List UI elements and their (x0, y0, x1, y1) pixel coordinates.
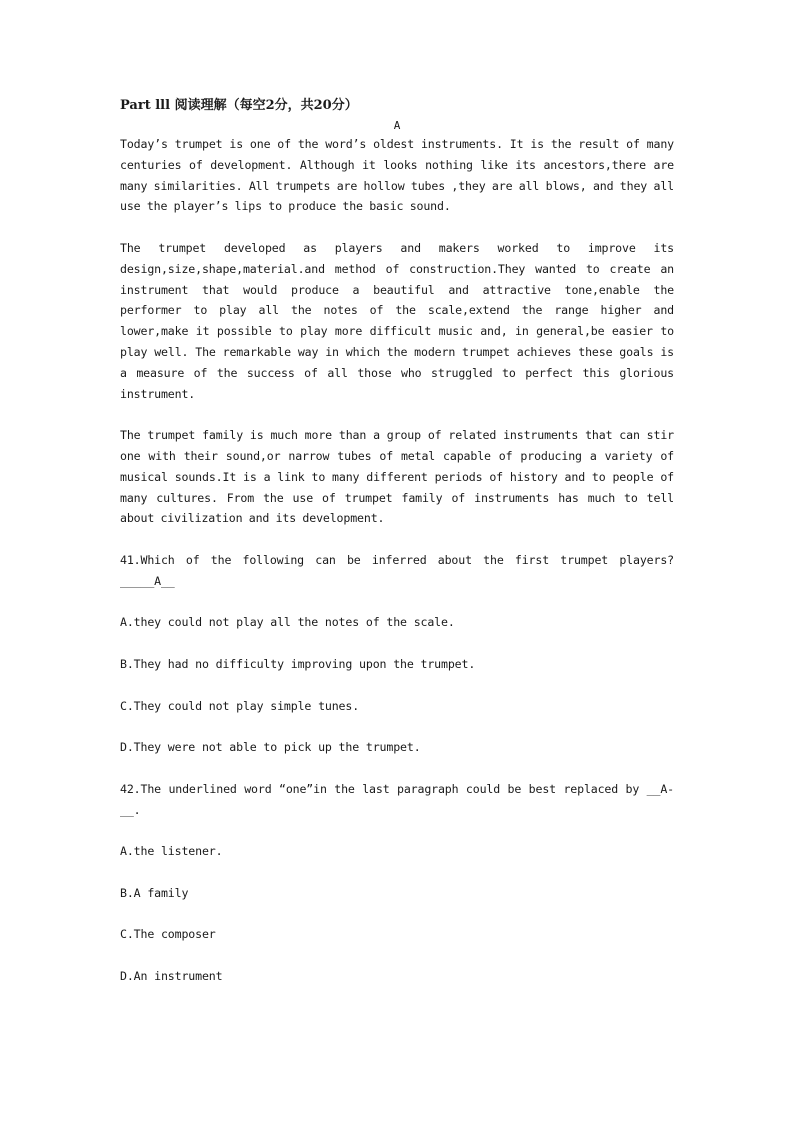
passage-paragraph-2: The trumpet developed as players and makers worked to improve its design,size,shape,material.and method of construction.They wanted to create an instrument that would produce a beautiful and attractive tone,enable the performer to play all the notes of the scale,extend the range higher and lower,make it possible to play more difficult music and, in general,be easier to play well. The remarkable way in which the modern trumpet achieves these goals is a measure of the success of all those who struggled to perfect this glorious instrument. (120, 240, 674, 401)
question-42-option-c: C.The composer (120, 927, 216, 942)
question-41-option-d: D.They were not able to pick up the trumpet. (120, 740, 421, 755)
passage-paragraph-3: The trumpet family is much more than a group of related instruments that can stir one with their sound,or narrow tubes of metal capable of producing a variety of musical sounds.It is a link to many different periods of history and to people of many cultures. From the use of trumpet family of instruments has much to tell about civilization and its development. (120, 428, 674, 526)
passage-paragraph-1: Today’s trumpet is one of the word’s oldest instruments. It is the result of many centuries of development. Although it looks nothing like its ancestors,there are many similarities. All trumpets are hollow tubes ,they are all blows, and they all use the player’s lips to produce the basic sound. (120, 137, 674, 214)
question-41-option-c: C.They could not play simple tunes. (120, 698, 360, 713)
question-41-stem: 41.Which of the following can be inferred about the first trumpet players?_____A__ (120, 552, 674, 588)
question-41-option-a: A.they could not play all the notes of the scale. (120, 615, 455, 630)
question-42-option-a: A.the listener. (120, 844, 223, 859)
document-page (120, 96, 674, 1007)
section-title: Part lll 阅读理解（每空2分，共20分） (120, 98, 358, 113)
question-42-option-b: B.A family (120, 885, 189, 900)
question-41-option-b: B.They had no difficulty improving upon the trumpet. (120, 656, 476, 671)
passage-label: A (393, 119, 401, 132)
question-42-option-d: D.An instrument (120, 968, 223, 983)
question-42-stem: 42.The underlined word “one”in the last paragraph could be best replaced by __A-__. (120, 781, 674, 817)
